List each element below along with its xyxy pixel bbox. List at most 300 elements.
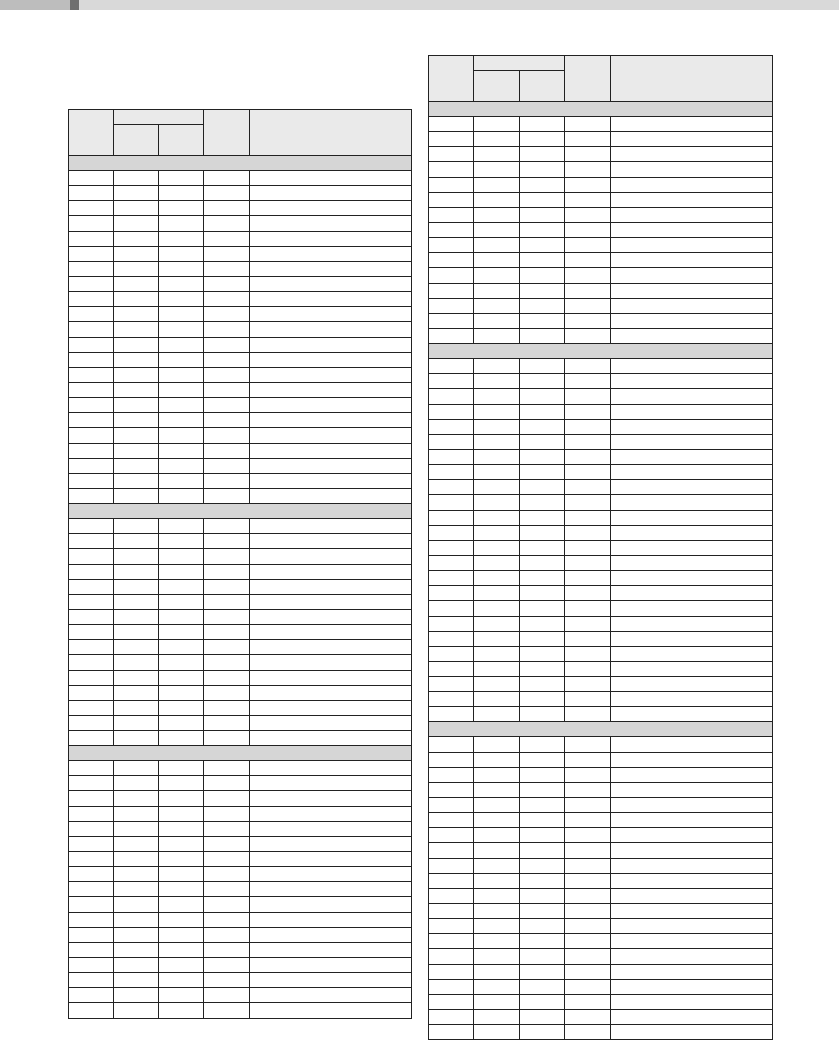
table-cell xyxy=(69,186,114,201)
table-cell xyxy=(249,534,412,549)
table-cell xyxy=(610,177,772,192)
table-cell xyxy=(474,419,519,434)
table-cell xyxy=(204,655,249,670)
table-cell xyxy=(610,525,772,540)
table-cell xyxy=(204,246,249,261)
table-cell xyxy=(249,715,412,730)
parameter-table-left xyxy=(68,109,412,1019)
table-row xyxy=(69,609,412,624)
table-cell xyxy=(69,382,114,397)
table-row xyxy=(429,873,773,888)
table-cell xyxy=(159,1003,204,1018)
table-cell xyxy=(249,609,412,624)
table-row xyxy=(69,655,412,670)
table-cell xyxy=(610,737,772,752)
table-row xyxy=(69,292,412,307)
table-cell xyxy=(519,222,564,237)
table-cell xyxy=(249,897,412,912)
table-cell xyxy=(610,919,772,934)
table-row xyxy=(429,404,773,419)
table-row xyxy=(69,958,412,973)
table-cell xyxy=(474,692,519,707)
table-cell xyxy=(204,806,249,821)
table-cell xyxy=(519,555,564,570)
table-cell xyxy=(610,752,772,767)
table-cell xyxy=(474,646,519,661)
table-cell xyxy=(429,919,474,934)
table-cell xyxy=(114,413,159,428)
table-cell xyxy=(114,458,159,473)
table-row xyxy=(69,1003,412,1018)
table-cell xyxy=(474,858,519,873)
table-cell xyxy=(429,1010,474,1025)
table-cell xyxy=(114,1003,159,1018)
table-cell xyxy=(159,958,204,973)
table-cell xyxy=(204,912,249,927)
table-cell xyxy=(610,238,772,253)
table-row xyxy=(69,307,412,322)
table-cell xyxy=(69,670,114,685)
table-cell xyxy=(249,216,412,231)
section-header-row xyxy=(429,722,773,737)
table-cell xyxy=(610,873,772,888)
table-cell xyxy=(429,979,474,994)
table-cell xyxy=(249,564,412,579)
table-row xyxy=(69,458,412,473)
table-cell xyxy=(519,707,564,722)
table-cell xyxy=(159,443,204,458)
table-cell xyxy=(519,677,564,692)
table-cell xyxy=(519,313,564,328)
table-cell xyxy=(114,428,159,443)
table-cell xyxy=(610,268,772,283)
table-cell xyxy=(249,927,412,942)
table-cell xyxy=(249,186,412,201)
table-cell xyxy=(610,934,772,949)
table-row xyxy=(69,912,412,927)
table-cell xyxy=(429,752,474,767)
table-cell xyxy=(69,443,114,458)
table-cell xyxy=(69,882,114,897)
table-row xyxy=(429,207,773,222)
table-cell xyxy=(429,404,474,419)
table-cell xyxy=(114,337,159,352)
table-cell xyxy=(519,843,564,858)
table-cell xyxy=(114,594,159,609)
table-cell xyxy=(519,449,564,464)
table-row xyxy=(69,927,412,942)
table-cell xyxy=(474,828,519,843)
table-cell xyxy=(519,328,564,343)
table-cell xyxy=(114,988,159,1003)
table-cell xyxy=(114,171,159,186)
table-cell xyxy=(159,564,204,579)
table-cell xyxy=(204,231,249,246)
table-cell xyxy=(114,882,159,897)
table-cell xyxy=(610,298,772,313)
table-cell xyxy=(474,298,519,313)
table-cell xyxy=(249,625,412,640)
table-cell xyxy=(69,398,114,413)
table-cell xyxy=(610,555,772,570)
table-cell xyxy=(610,858,772,873)
table-cell xyxy=(69,700,114,715)
table-cell xyxy=(204,625,249,640)
table-row xyxy=(429,631,773,646)
table-row xyxy=(429,177,773,192)
table-cell xyxy=(159,276,204,291)
table-cell xyxy=(429,253,474,268)
table-row xyxy=(429,298,773,313)
table-row xyxy=(429,646,773,661)
table-cell xyxy=(204,398,249,413)
table-cell xyxy=(519,767,564,782)
table-row xyxy=(429,692,773,707)
table-cell xyxy=(429,374,474,389)
table-cell xyxy=(249,292,412,307)
table-cell xyxy=(114,473,159,488)
table-cell xyxy=(114,973,159,988)
table-cell xyxy=(565,737,610,752)
table-cell xyxy=(249,246,412,261)
table-cell xyxy=(204,579,249,594)
table-cell xyxy=(204,897,249,912)
table-cell xyxy=(610,207,772,222)
table-cell xyxy=(565,949,610,964)
table-row xyxy=(69,988,412,1003)
section-label xyxy=(69,504,412,519)
table-cell xyxy=(565,465,610,480)
table-cell xyxy=(159,715,204,730)
table-cell xyxy=(474,737,519,752)
table-cell xyxy=(519,238,564,253)
table-cell xyxy=(114,761,159,776)
table-cell xyxy=(519,298,564,313)
table-cell xyxy=(429,162,474,177)
table-cell xyxy=(429,828,474,843)
table-cell xyxy=(114,867,159,882)
table-row xyxy=(429,934,773,949)
table-cell xyxy=(69,821,114,836)
table-cell xyxy=(114,519,159,534)
table-cell xyxy=(474,919,519,934)
table-cell xyxy=(159,488,204,503)
table-cell xyxy=(610,192,772,207)
table-cell xyxy=(565,646,610,661)
table-row xyxy=(69,352,412,367)
table-cell xyxy=(519,828,564,843)
table-cell xyxy=(565,798,610,813)
table-cell xyxy=(114,231,159,246)
table-cell xyxy=(519,692,564,707)
table-cell xyxy=(204,776,249,791)
table-cell xyxy=(474,707,519,722)
table-cell xyxy=(610,465,772,480)
table-cell xyxy=(610,586,772,601)
table-cell xyxy=(114,186,159,201)
table-cell xyxy=(429,873,474,888)
table-cell xyxy=(249,973,412,988)
table-cell xyxy=(474,661,519,676)
table-cell xyxy=(519,1025,564,1040)
table-row xyxy=(69,488,412,503)
table-cell xyxy=(565,631,610,646)
table-cell xyxy=(249,655,412,670)
table-cell xyxy=(519,601,564,616)
table-cell xyxy=(69,609,114,624)
table-cell xyxy=(69,307,114,322)
table-cell xyxy=(159,201,204,216)
table-cell xyxy=(204,700,249,715)
table-row xyxy=(69,337,412,352)
table-row xyxy=(429,798,773,813)
table-cell xyxy=(474,495,519,510)
table-row xyxy=(429,737,773,752)
table-cell xyxy=(565,858,610,873)
table-cell xyxy=(610,843,772,858)
table-cell xyxy=(69,337,114,352)
table-row xyxy=(429,888,773,903)
table-cell xyxy=(565,964,610,979)
table-cell xyxy=(610,1025,772,1040)
table-row xyxy=(69,261,412,276)
table-row xyxy=(69,670,412,685)
table-cell xyxy=(114,942,159,957)
table-row xyxy=(69,428,412,443)
table-cell xyxy=(159,852,204,867)
table-cell xyxy=(565,177,610,192)
table-cell xyxy=(610,798,772,813)
table-cell xyxy=(204,367,249,382)
table-cell xyxy=(69,322,114,337)
table-cell xyxy=(159,761,204,776)
table-cell xyxy=(565,132,610,147)
table-cell xyxy=(69,685,114,700)
table-cell xyxy=(519,934,564,949)
table-row xyxy=(69,776,412,791)
table-cell xyxy=(204,201,249,216)
table-cell xyxy=(565,238,610,253)
table-cell xyxy=(519,949,564,964)
header-cell-col4 xyxy=(204,110,249,156)
table-cell xyxy=(429,888,474,903)
table-row xyxy=(69,564,412,579)
table-cell xyxy=(249,594,412,609)
table-cell xyxy=(69,413,114,428)
table-row xyxy=(429,495,773,510)
table-cell xyxy=(474,586,519,601)
table-row xyxy=(429,434,773,449)
table-cell xyxy=(610,434,772,449)
table-cell xyxy=(429,510,474,525)
table-cell xyxy=(204,549,249,564)
table-cell xyxy=(429,601,474,616)
table-cell xyxy=(474,283,519,298)
table-row xyxy=(69,231,412,246)
table-cell xyxy=(429,631,474,646)
header-cell-group xyxy=(474,56,565,71)
header-cell-col1 xyxy=(69,110,114,156)
table-cell xyxy=(474,798,519,813)
table-cell xyxy=(204,640,249,655)
table-cell xyxy=(69,912,114,927)
table-cell xyxy=(429,434,474,449)
table-cell xyxy=(519,888,564,903)
table-row xyxy=(69,640,412,655)
table-cell xyxy=(474,313,519,328)
table-cell xyxy=(519,510,564,525)
table-cell xyxy=(159,352,204,367)
table-cell xyxy=(429,737,474,752)
table-cell xyxy=(249,700,412,715)
table-cell xyxy=(69,246,114,261)
table-cell xyxy=(429,132,474,147)
table-row xyxy=(69,715,412,730)
table-cell xyxy=(204,836,249,851)
table-cell xyxy=(159,428,204,443)
table-row xyxy=(429,359,773,374)
table-cell xyxy=(249,352,412,367)
table-cell xyxy=(474,979,519,994)
table-cell xyxy=(159,791,204,806)
table-row xyxy=(69,942,412,957)
table-cell xyxy=(249,307,412,322)
table-cell xyxy=(519,661,564,676)
table-cell xyxy=(249,171,412,186)
table-cell xyxy=(204,337,249,352)
table-cell xyxy=(610,904,772,919)
table-cell xyxy=(565,616,610,631)
table-cell xyxy=(519,132,564,147)
table-cell xyxy=(204,413,249,428)
table-cell xyxy=(474,631,519,646)
table-cell xyxy=(429,449,474,464)
table-cell xyxy=(114,700,159,715)
table-cell xyxy=(610,359,772,374)
table-row xyxy=(429,238,773,253)
table-cell xyxy=(565,979,610,994)
table-cell xyxy=(429,1025,474,1040)
table-cell xyxy=(474,601,519,616)
table-row xyxy=(69,685,412,700)
table-cell xyxy=(114,382,159,397)
table-cell xyxy=(159,382,204,397)
table-cell xyxy=(159,882,204,897)
table-cell xyxy=(474,843,519,858)
table-cell xyxy=(429,813,474,828)
table-cell xyxy=(519,782,564,797)
table-cell xyxy=(69,942,114,957)
table-cell xyxy=(519,268,564,283)
table-cell xyxy=(610,949,772,964)
table-cell xyxy=(159,912,204,927)
table-cell xyxy=(519,616,564,631)
table-cell xyxy=(69,488,114,503)
table-cell xyxy=(565,586,610,601)
table-cell xyxy=(610,979,772,994)
table-cell xyxy=(159,942,204,957)
table-cell xyxy=(429,707,474,722)
table-cell xyxy=(474,359,519,374)
table-row xyxy=(429,767,773,782)
table-cell xyxy=(69,776,114,791)
table-cell xyxy=(204,292,249,307)
table-row xyxy=(429,480,773,495)
table-cell xyxy=(565,389,610,404)
table-cell xyxy=(69,292,114,307)
table-cell xyxy=(204,882,249,897)
table-cell xyxy=(69,640,114,655)
table-cell xyxy=(610,677,772,692)
table-cell xyxy=(565,828,610,843)
table-cell xyxy=(159,700,204,715)
table-row xyxy=(69,700,412,715)
table-cell xyxy=(429,798,474,813)
table-cell xyxy=(519,631,564,646)
table-cell xyxy=(249,443,412,458)
table-cell xyxy=(114,534,159,549)
table-cell xyxy=(565,919,610,934)
header-cell-sub1 xyxy=(474,71,519,102)
table-cell xyxy=(429,389,474,404)
table-row xyxy=(429,782,773,797)
table-row xyxy=(429,374,773,389)
table-cell xyxy=(474,540,519,555)
table-cell xyxy=(610,540,772,555)
table-cell xyxy=(204,216,249,231)
table-cell xyxy=(249,337,412,352)
table-cell xyxy=(519,389,564,404)
table-cell xyxy=(69,867,114,882)
table-cell xyxy=(69,276,114,291)
table-cell xyxy=(565,525,610,540)
table-cell xyxy=(159,398,204,413)
table-cell xyxy=(204,685,249,700)
table-cell xyxy=(519,253,564,268)
table-cell xyxy=(519,873,564,888)
table-row xyxy=(69,534,412,549)
table-cell xyxy=(249,488,412,503)
table-cell xyxy=(69,715,114,730)
table-row xyxy=(429,919,773,934)
table-cell xyxy=(69,1003,114,1018)
table-cell xyxy=(204,473,249,488)
table-cell xyxy=(519,737,564,752)
table-cell xyxy=(474,268,519,283)
table-cell xyxy=(565,480,610,495)
header-cell-col5 xyxy=(610,56,772,102)
table-cell xyxy=(429,661,474,676)
table-cell xyxy=(610,404,772,419)
table-cell xyxy=(429,934,474,949)
section-header-row xyxy=(69,504,412,519)
table-cell xyxy=(204,791,249,806)
table-cell xyxy=(565,1025,610,1040)
table-cell xyxy=(159,927,204,942)
table-cell xyxy=(474,465,519,480)
table-cell xyxy=(159,625,204,640)
table-row xyxy=(429,328,773,343)
table-cell xyxy=(565,873,610,888)
table-cell xyxy=(204,973,249,988)
table-row xyxy=(69,973,412,988)
table-cell xyxy=(249,579,412,594)
table-cell xyxy=(565,540,610,555)
table-cell xyxy=(429,328,474,343)
table-row xyxy=(69,852,412,867)
table-cell xyxy=(610,646,772,661)
table-cell xyxy=(159,534,204,549)
